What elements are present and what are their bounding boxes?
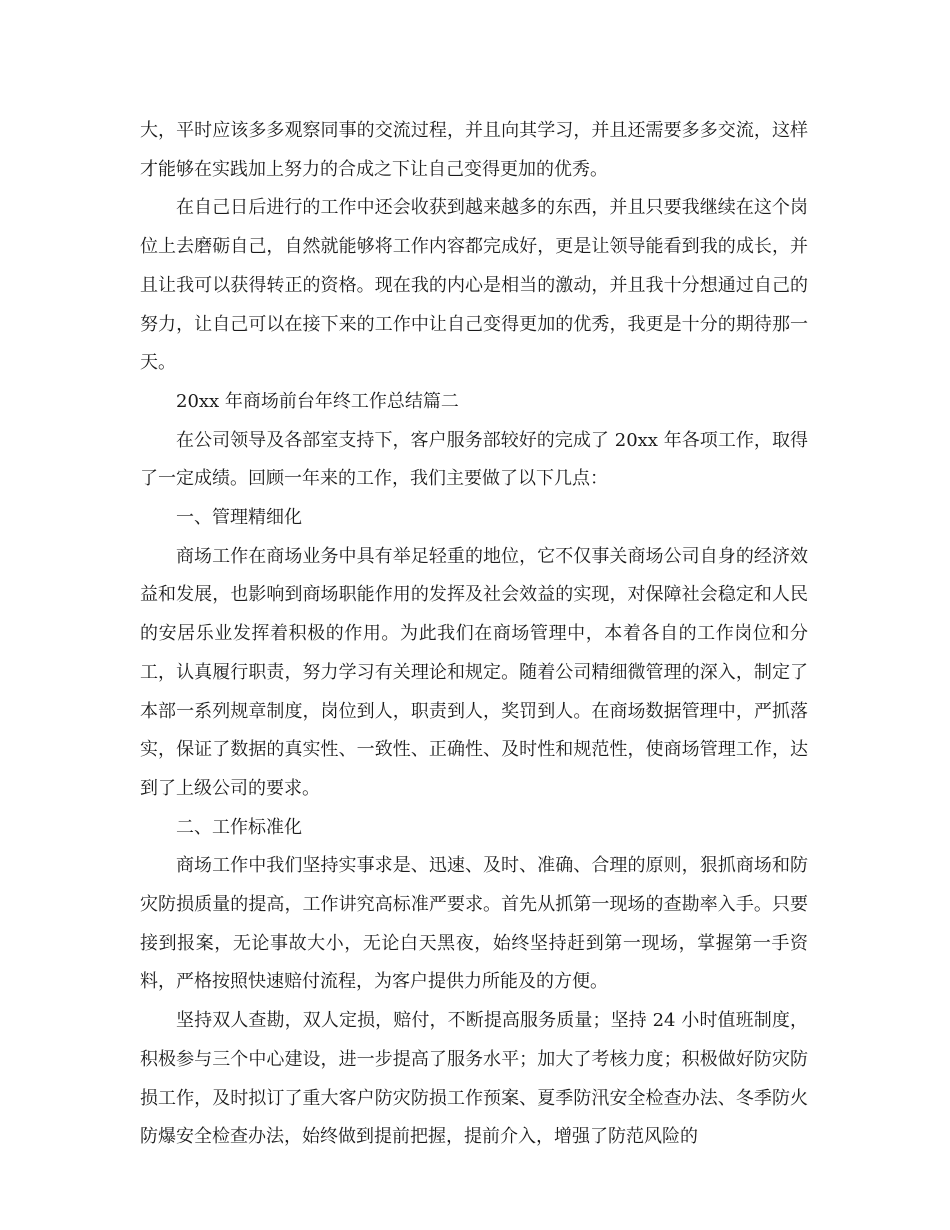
paragraph-3: 在公司领导及各部室支持下，客户服务部较好的完成了 20xx 年各项工作，取得了一定成绩。回顾一年来的工作，我们主要做了以下几点： (140, 429, 808, 490)
paragraph-4: 商场工作在商场业务中具有举足轻重的地位，它不仅事关商场公司自身的经济效益和发展，也影响到商场职能作用的发挥及社会效益的实现，对保障社会稳定和人民的安居乐业发挥着积极的作用。为此我们在商场管理中，本着各自的工作岗位和分工，认真履行职责，努力学习有关理论和规定。随着公司精细微管理的深入，制定了本部一系列规章制度，岗位到人，职责到人，奖罚到人。在商场数据管理中，严抓落实，保证了数据的真实性、一致性、正确性、及时性和规范性，使商场管理工作，达到了上级公司的要求。 (140, 545, 808, 799)
paragraph-5: 商场工作中我们坚持实事求是、迅速、及时、准确、合理的原则，狠抓商场和防灾防损质量的提高，工作讲究高标准严要求。首先从抓第一现场的查勘率入手。只要接到报案，无论事故大小，无论白天黑夜，始终坚持赶到第一现场，掌握第一手资料，严格按照快速赔付流程，为客户提供力所能及的方便。 (140, 855, 808, 993)
section-title: 20xx 年商场前台年终工作总结篇二 (176, 390, 459, 412)
subheading-standardization: 二、工作标准化 (176, 816, 302, 838)
subheading-management: 一、管理精细化 (176, 507, 302, 529)
paragraph-6: 坚持双人查勘，双人定损，赔付，不断提高服务质量；坚持 24 小时值班制度，积极参与三个中心建设，进一步提高了服务水平；加大了考核力度；积极做好防灾防损工作，及时拟订了重大客户防灾防损工作预案、夏季防汛安全检查办法、冬季防火防爆安全检查办法，始终做到提前把握，提前介入，增强了防范风险的 (140, 1010, 808, 1148)
document-body (140, 112, 808, 1157)
paragraph-1: 大，平时应该多多观察同事的交流过程，并且向其学习，并且还需要多多交流，这样才能够在实践加上努力的合成之下让自己变得更加的优秀。 (140, 120, 808, 180)
paragraph-2: 在自己日后进行的工作中还会收获到越来越多的东西，并且只要我继续在这个岗位上去磨砺自己，自然就能够将工作内容都完成好，更是让领导能看到我的成长，并且让我可以获得转正的资格。现在我的内心是相当的激动，并且我十分想通过自己的努力，让自己可以在接下来的工作中让自己变得更加的优秀，我更是十分的期待那一天。 (140, 197, 808, 374)
